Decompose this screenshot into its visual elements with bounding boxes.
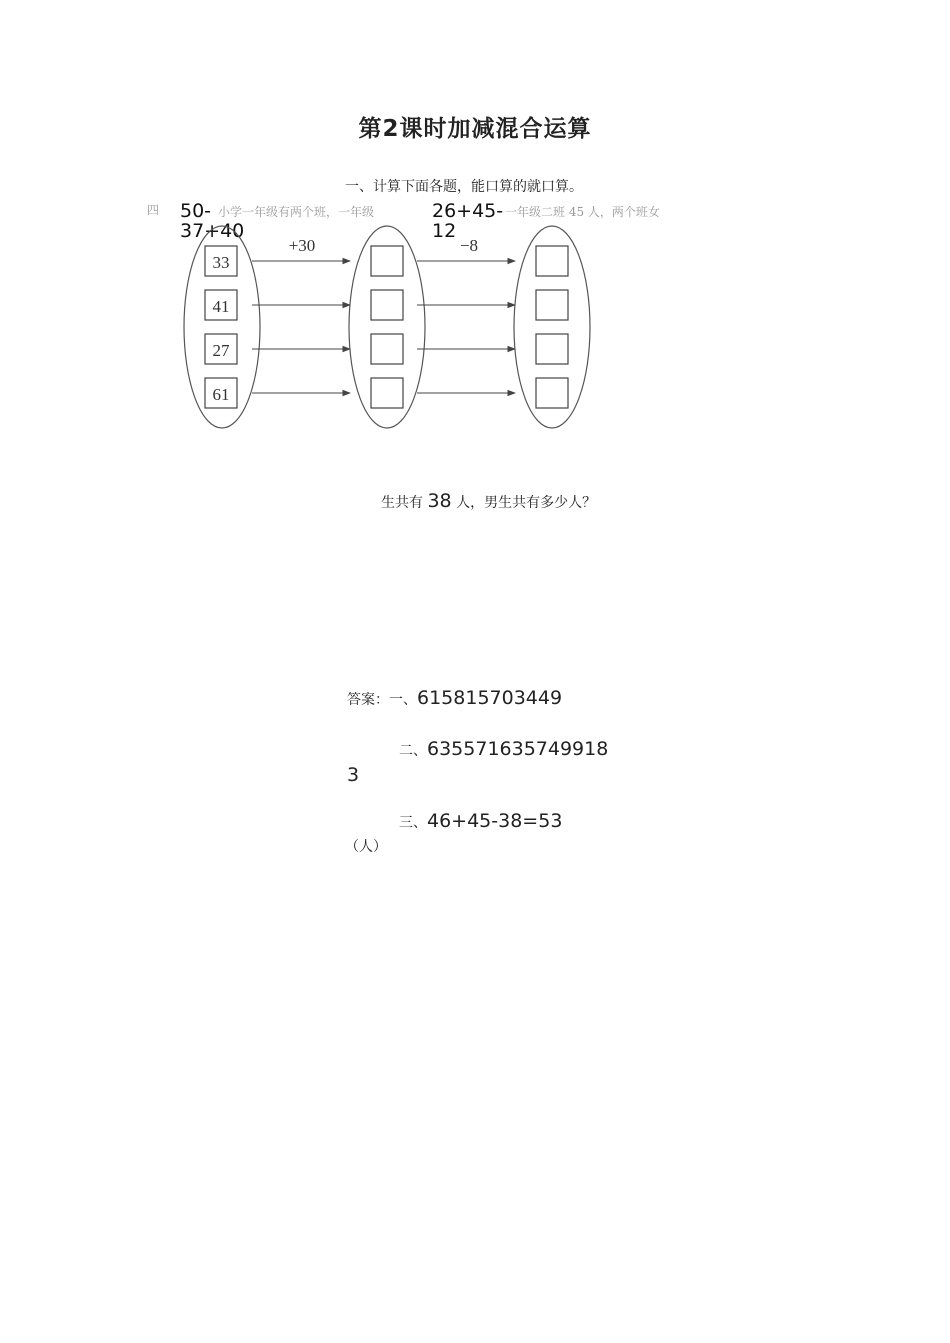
start-boxes bbox=[205, 246, 237, 408]
answer-one-line bbox=[347, 687, 562, 709]
start-value: 33 bbox=[212, 253, 230, 272]
expression-fragment-4: 12 bbox=[432, 220, 457, 242]
start-value: 61 bbox=[212, 385, 230, 404]
arrows bbox=[252, 261, 515, 393]
overlap-text-1: 小学一年级有两个班，一年级 bbox=[218, 205, 375, 219]
problem-number: 38 bbox=[427, 490, 452, 512]
blank-box bbox=[536, 378, 568, 408]
overlap-mark: 四 bbox=[147, 203, 160, 217]
answer-boxes-end bbox=[536, 246, 568, 408]
answer-boxes-middle bbox=[371, 246, 403, 408]
answer-two-continued: 3 bbox=[347, 764, 360, 786]
answer-three: 46+45-38=53 bbox=[427, 810, 563, 832]
blank-box bbox=[536, 246, 568, 276]
blank-box bbox=[371, 246, 403, 276]
answer-unit: （人） bbox=[345, 839, 387, 855]
expression-fragment-2: 26+45- bbox=[432, 200, 504, 222]
problem-post: 人，男生共有多少人？ bbox=[456, 495, 597, 511]
word-problem-tail bbox=[381, 490, 596, 512]
expression-fragment-3: 37+40 bbox=[180, 220, 245, 242]
operation-minus-8: −8 bbox=[459, 236, 479, 255]
blank-box bbox=[371, 290, 403, 320]
start-value: 27 bbox=[212, 341, 230, 360]
answer-two-label: 二、 bbox=[399, 743, 427, 759]
problem-pre: 生共有 bbox=[381, 495, 423, 511]
blank-box bbox=[536, 334, 568, 364]
overlap-text-2: 一年级二班 45 人，两个班女 bbox=[505, 205, 660, 219]
section-one-heading: 一、计算下面各题，能口算的就口算。 bbox=[345, 179, 583, 195]
answer-one: 615815703449 bbox=[417, 687, 563, 709]
blank-box bbox=[536, 290, 568, 320]
operation-plus-30: +30 bbox=[288, 236, 316, 255]
page-title: 第2课时加减混合运算 bbox=[358, 116, 592, 142]
start-value: 41 bbox=[212, 297, 230, 316]
answer-three-line bbox=[399, 810, 562, 832]
blank-box bbox=[371, 378, 403, 408]
operation-diagram bbox=[0, 0, 950, 460]
blank-box bbox=[371, 334, 403, 364]
answer-two: 635571635749918 bbox=[427, 738, 609, 760]
answer-two-line bbox=[399, 738, 608, 760]
answer-label: 答案：一、 bbox=[347, 692, 417, 708]
expression-fragment-1: 50- bbox=[180, 200, 212, 222]
answer-three-label: 三、 bbox=[399, 815, 427, 831]
